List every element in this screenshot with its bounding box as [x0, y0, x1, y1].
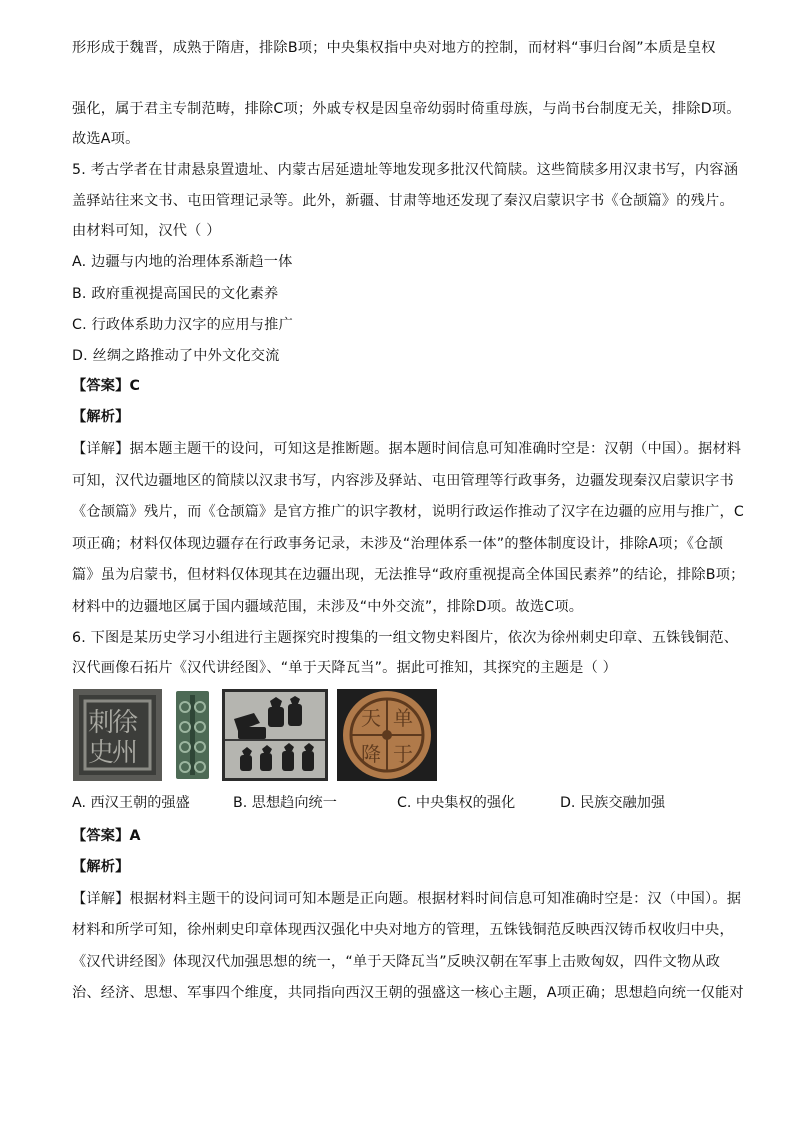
- text-line: 汉代画像石拓片《汉代讲经图》、“单于天降瓦当”。据此可推知，其探究的主题是（ ）: [72, 660, 618, 676]
- analysis-label: 【解析】: [72, 409, 130, 425]
- option-c: C. 行政体系助力汉字的应用与推广: [72, 317, 293, 333]
- seal-char: 徐: [111, 708, 139, 738]
- seal-image: [73, 689, 162, 781]
- seal-char: 史: [87, 738, 115, 768]
- text-line: 项正确；材料仅体现边疆存在行政事务记录，未涉及“治理体系一体”的整体制度设计，排除A项；《仓颉: [72, 536, 723, 552]
- seal-char: 州: [111, 738, 139, 768]
- detail-text: 【详解】据本题主题干的设问，可知这是推断题。据本题时间信息可知准确时空是：汉朝（中国）。据材料: [72, 441, 742, 457]
- text-line: 《汉代讲经图》体现汉代加强思想的统一，“单于天降瓦当”反映汉朝在军事上击败匈奴，四件文物从政: [72, 954, 721, 970]
- artifact-images: [73, 689, 443, 784]
- tile-char: 单: [393, 706, 413, 730]
- option-d: D. 民族交融加强: [560, 795, 666, 811]
- seal-char: 刺: [87, 708, 115, 738]
- option-a: A. 边疆与内地的治理体系渐趋一体: [72, 254, 293, 270]
- option-b: B. 思想趋向统一: [233, 795, 337, 811]
- option-a: A. 西汉王朝的强盛: [72, 795, 190, 811]
- question-6-options: [72, 793, 732, 815]
- roof-tile-image: [337, 689, 437, 781]
- coin-mold-image: [173, 689, 212, 781]
- tile-char: 于: [393, 742, 413, 766]
- text-line: 形形成于魏晋，成熟于隋唐，排除B项；中央集权指中央对地方的控制，而材料“事归台阁”本质是皇权: [72, 40, 716, 56]
- answer-label: 【答案】C: [72, 378, 141, 394]
- text-line: 材料中的边疆地区属于国内疆域范围，未涉及“中外交流”，排除D项。故选C项。: [72, 599, 584, 615]
- text-line: 篇》虽为启蒙书，但材料仅体现其在边疆出现，无法推导“政府重视提高全体国民素养”的结论，排除B项；: [72, 567, 745, 583]
- option-d: D. 丝绸之路推动了中外文化交流: [72, 348, 280, 364]
- question-6-stem: 6. 下图是某历史学习小组进行主题探究时搜集的一组文物史料图片，依次为徐州刺史印章、五铢钱铜范、: [72, 630, 739, 646]
- text-line: 强化，属于君主专制范畴，排除C项；外戚专权是因皇帝幼弱时倚重母族，与尚书台制度无关，排除D项。: [72, 101, 741, 117]
- text-line: 可知，汉代边疆地区的简牍以汉隶书写，内容涉及驿站、屯田管理等行政事务，边疆发现秦汉启蒙识字书: [72, 473, 734, 489]
- analysis-label: 【解析】: [72, 859, 130, 875]
- detail-text: 【详解】根据材料主题干的设问词可知本题是正向题。根据材料时间信息可知准确时空是：汉（中国）。据: [72, 891, 742, 907]
- question-5-stem: 5. 考古学者在甘肃悬泉置遗址、内蒙古居延遗址等地发现多批汉代简牍。这些简牍多用汉隶书写，内容涵: [72, 162, 739, 178]
- answer-label: 【答案】A: [72, 828, 141, 844]
- text-line: 故选A项。: [72, 131, 140, 147]
- option-b: B. 政府重视提高国民的文化素养: [72, 286, 279, 302]
- text-line: 材料和所学可知，徐州刺史印章体现西汉强化中央对地方的管理，五铢钱铜范反映西汉铸币权收归中央，: [72, 922, 734, 938]
- tile-char: 降: [361, 742, 381, 766]
- text-line: 盖驿站往来文书、屯田管理记录等。此外，新疆、甘肃等地还发现了秦汉启蒙识字书《仓颉篇》的残片。: [72, 193, 734, 209]
- text-line: 《仓颉篇》残片，而《仓颉篇》是官方推广的识字教材，说明行政运作推动了汉字在边疆的应用与推广，C: [72, 504, 744, 520]
- lecture-rubbing-image: [222, 689, 328, 781]
- option-c: C. 中央集权的强化: [397, 795, 516, 811]
- text-line: 由材料可知，汉代（ ）: [72, 223, 221, 239]
- text-line: 治、经济、思想、军事四个维度，共同指向西汉王朝的强盛这一核心主题，A项正确；思想趋向统一仅能对: [72, 985, 744, 1001]
- tile-char: 天: [361, 706, 381, 730]
